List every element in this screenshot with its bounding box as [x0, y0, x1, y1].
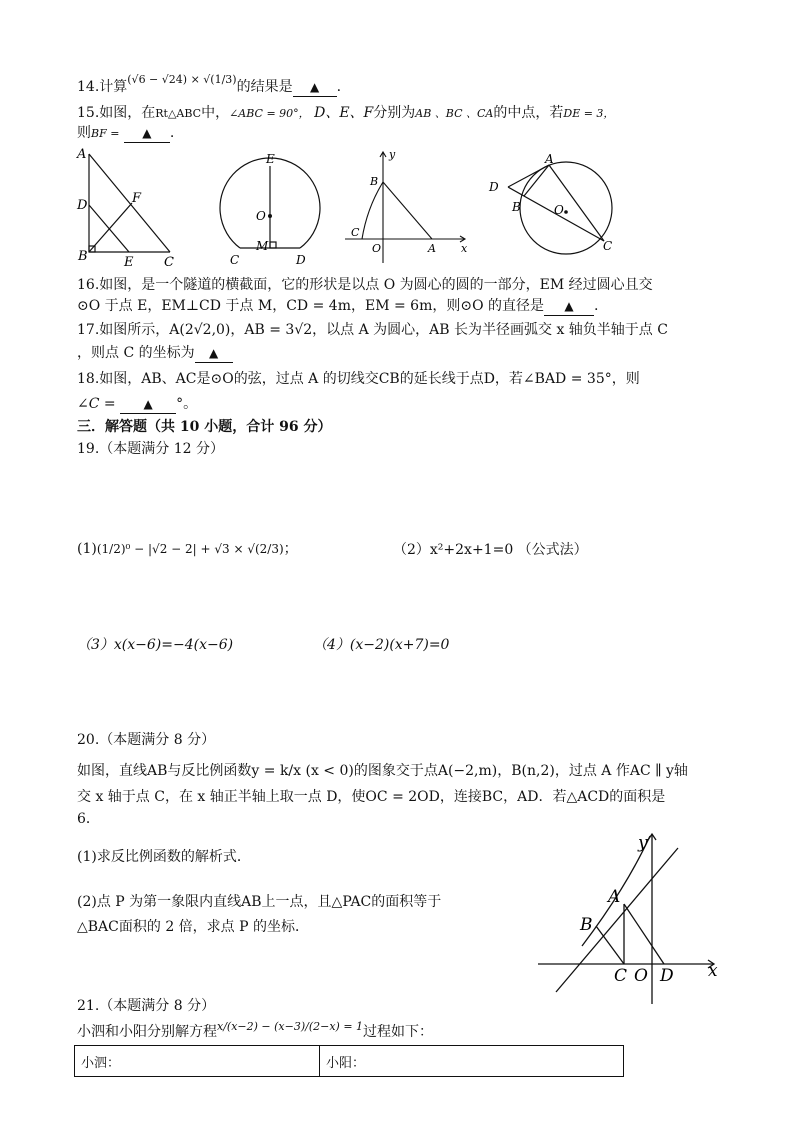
fig16-label-c: C	[230, 253, 240, 267]
fig16-label-d: D	[296, 253, 306, 267]
q15-text-c: 分别为	[373, 105, 416, 121]
fig15-label-d: D	[77, 198, 88, 213]
q16-answer-blank[interactable]	[544, 297, 594, 316]
fig17-label-b: B	[370, 175, 379, 188]
q17-line2	[77, 344, 233, 363]
q18-answer-blank[interactable]	[120, 395, 176, 414]
q17-triangle-mark: ▲	[209, 346, 219, 360]
fig15-label-f: F	[132, 191, 142, 206]
fig16-label-m: M	[256, 239, 269, 253]
q15-sides: AB 、BC 、CA	[415, 107, 494, 120]
q20-sub1: (1)求反比例函数的解析式．	[77, 849, 251, 865]
q21-text-a: 小泗和小阳分别解方程	[77, 1024, 217, 1040]
q15-ask: BF =	[91, 127, 120, 140]
fig16-label-e: E	[266, 152, 275, 166]
figure-q17	[337, 148, 467, 268]
q19-part3: （3）x(x−6)=−4(x−6)	[77, 637, 234, 653]
q14-answer-blank[interactable]	[293, 78, 337, 97]
q15-line1	[77, 104, 614, 123]
q17-line1: 17.如图所示，A(2√2,0)，AB = 3√2，以点 A 为圆心，AB 长为半径画弧交 x 轴负半轴于点 C	[77, 322, 668, 338]
fig20-label-x: x	[708, 961, 718, 981]
q20-sub2-line2: △BAC面积的 2 倍，求点 P 的坐标．	[77, 919, 310, 935]
q14-suffix: 的结果是	[236, 79, 293, 95]
q21-heading: 21.（本题满分 8 分）	[77, 998, 216, 1014]
q15-answer-blank[interactable]	[124, 124, 170, 143]
fig20-label-d: D	[660, 966, 674, 986]
q15-then: 则	[77, 125, 91, 141]
q14-label: 14.计算	[77, 79, 128, 95]
q21-solution-table	[74, 1045, 624, 1077]
q19-part1-expression: (1/2)⁰ − |√2 − 2| + √3 × √(2/3)	[96, 542, 284, 556]
q16-line2: ⊙O 于点 E，EM⊥CD 于点 M，CD = 4m，EM = 6m，则⊙O 的直径是 ▲ .	[77, 298, 599, 314]
q15-rt: Rt△ABC	[155, 107, 202, 120]
section-3-heading: 三．解答题（共 10 小题，合计 96 分）	[77, 419, 332, 435]
fig20-label-c: C	[614, 966, 628, 986]
fig18-label-o: O	[554, 203, 564, 217]
q19-part2: （2）x²+2x+1=0 （公式法）	[393, 542, 588, 558]
fig15-label-e: E	[124, 255, 134, 270]
q15-text-d: 的中点，若	[493, 105, 564, 121]
q19-heading: 19.（本题满分 12 分）	[77, 441, 224, 457]
q20-line1: 如图，直线AB与反比例函数y = k/x (x < 0)的图象交于点A(−2,m)，B(n,2)，过点 A 作AC ∥ y轴	[77, 763, 688, 779]
q19-part1-label: (1)	[77, 541, 97, 557]
q18-angle-c: ∠C =	[77, 396, 116, 412]
fig17-label-o: O	[372, 242, 382, 255]
figure-q16	[212, 150, 332, 270]
fig18-label-c: C	[603, 239, 613, 253]
fig17-label-y: y	[389, 148, 396, 161]
q20-sub2-line1: (2)点 P 为第一象限内直线AB上一点，且△PAC的面积等于	[77, 894, 442, 910]
fig15-label-b: B	[78, 249, 88, 264]
figure-q15	[74, 148, 184, 268]
figure-q18	[486, 150, 636, 260]
fig18-label-b: B	[512, 200, 521, 214]
fig17-label-x: x	[461, 242, 468, 255]
q19-part1-end: ；	[283, 541, 298, 557]
q16-line1: 16.如图，是一个隧道的横截面，它的形状是以点 O 为圆心的圆的一部分，EM 经过圆心且交	[77, 277, 653, 293]
fig15-label-c: C	[164, 255, 174, 270]
q21-equation: x/(x−2) − (x−3)/(2−x) = 1	[217, 1020, 364, 1033]
fig20-label-a: A	[608, 887, 621, 907]
q14-expression: (√6 − √24) × √(1/3)	[127, 73, 237, 86]
q20-line2: 交 x 轴于点 C，在 x 轴正半轴上取一点 D，使OC = 2OD，连接BC，AD．若△ACD的面积是	[77, 789, 666, 805]
fig18-label-a: A	[545, 152, 554, 166]
q15-angle: ∠ABC = 90°，	[229, 107, 310, 120]
q15-triangle-mark: ▲	[142, 126, 152, 140]
q18-line1: 18.如图，AB、AC是⊙O的弦，过点 A 的切线交CB的延长线于点D，若∠BAD = 35°，则	[77, 371, 640, 387]
q16-text: ⊙O 于点 E，EM⊥CD 于点 M，CD = 4m，EM = 6m，则⊙O 的直径是	[77, 298, 544, 314]
q15-condition: DE = 3，	[563, 107, 615, 120]
figure-q20	[538, 828, 728, 1008]
fig20-label-y: y	[638, 833, 648, 853]
q19-part1	[77, 540, 298, 558]
q20-heading: 20.（本题满分 8 分）	[77, 732, 216, 748]
fig17-label-a: A	[428, 242, 436, 255]
fig20-label-b: B	[580, 915, 593, 935]
q21-line1	[77, 1020, 434, 1042]
q14-line: 14.计算$^{(√6 - √24) \times √(1/3)}$的结果是 ▲ .	[77, 73, 342, 95]
q17-answer-blank[interactable]	[195, 344, 233, 363]
q15-points: D、E、F	[314, 105, 374, 121]
q15-text-b: 中，	[201, 105, 230, 121]
q21-cell-xiaoyang: 小阳：	[320, 1046, 624, 1077]
q20-line3: 6．	[77, 811, 100, 827]
q17-text: ，则点 C 的坐标为	[77, 345, 195, 361]
q15-line2: 则BF = ▲ .	[77, 125, 175, 141]
fig16-label-o: O	[256, 209, 266, 223]
q19-part4: （4）(x−2)(x+7)=0	[313, 637, 450, 653]
q21-text-b: 过程如下：	[363, 1024, 434, 1040]
q18-triangle-mark: ▲	[143, 397, 153, 411]
q21-cell-xiaosi: 小泗：	[75, 1046, 320, 1077]
fig18-label-d: D	[489, 180, 499, 194]
fig15-label-a: A	[77, 147, 87, 162]
q16-triangle-mark: ▲	[564, 299, 574, 313]
q18-degree: °。	[176, 396, 198, 412]
q14-triangle-mark: ▲	[309, 80, 320, 94]
fig17-label-c: C	[351, 226, 360, 239]
fig20-label-o: O	[634, 966, 648, 986]
q18-line2	[77, 395, 197, 414]
q15-text-a: 15.如图，在	[77, 105, 156, 121]
table-row	[75, 1046, 624, 1077]
